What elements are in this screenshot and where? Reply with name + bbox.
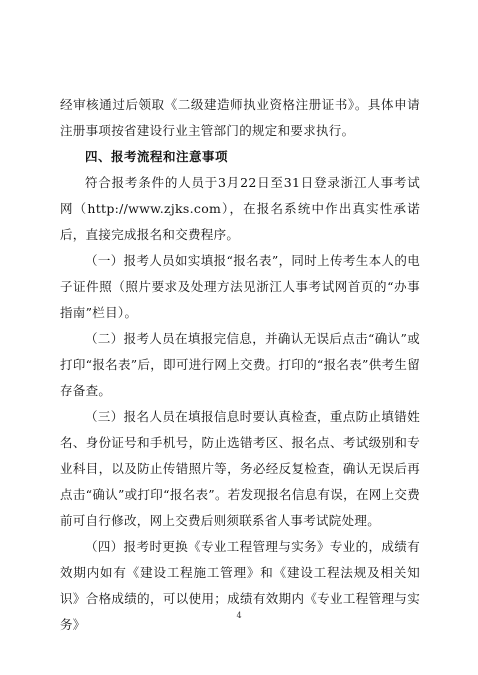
paragraph-item-3-check-info: （三）报名人员在填报信息时要认真检查，重点防止填错姓名、身份证号和手机号，防止选错考区、报名点、考试级别和专业科目，以及防止传错照片等，务必经反复检查，确认无误后再点击“确认”或打印“报名表”。若发现报名信息有误，在网上交费前可自行修改，网上交费后则须联系省人事考试院处理。 (60, 409, 420, 528)
paragraph-registration-dates: 符合报考条件的人员于3月22日至31日登录浙江人事考试网（http://www.zjks.com），在报名系统中作出真实性承诺后，直接完成报名和交费程序。 (60, 175, 420, 242)
paragraph-item-2-payment: （二）报考人员在填报完信息，并确认无误后点击“确认”或打印“报名表”后，即可进行网上交费。打印的“报名表”供考生留存备查。 (60, 331, 420, 398)
page-number: 4 (236, 611, 242, 620)
paragraph-item-4-change-major: （四）报考时更换《专业工程管理与实务》专业的，成绩有效期内如有《建设工程施工管理》和《建设工程法规及相关知识》合格成绩的，可以使用；成绩有效期内《专业工程管理与实务》 (60, 539, 420, 632)
section-heading-application-process: 四、报考流程和注意事项 (85, 149, 229, 164)
document-body (60, 92, 420, 638)
paragraph-registration-certificate: 经审核通过后领取《二级建造师执业资格注册证书》。具体申请注册事项按省建设行业主管部门的规定和要求执行。 (60, 97, 420, 138)
paragraph-item-1-fill-form: （一）报考人员如实填报“报名表”，同时上传考生本人的电子证件照（照片要求及处理方法见浙江人事考试网首页的“办事指南”栏目）。 (60, 253, 420, 320)
